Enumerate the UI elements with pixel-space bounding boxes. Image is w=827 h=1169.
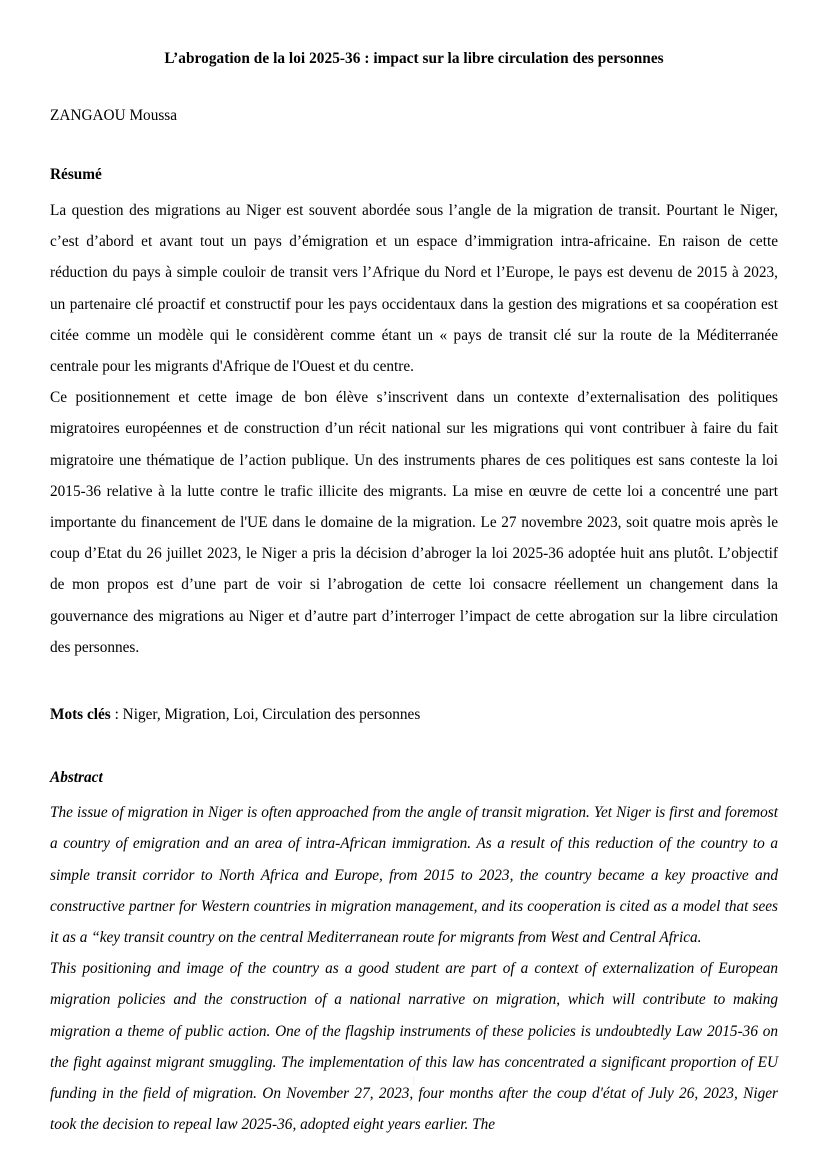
page-number: 1 [410,1073,417,1088]
resume-heading: Résumé [50,166,102,184]
keywords-line [50,663,778,730]
keywords-separator: : [110,706,123,724]
resume-paragraph-2: Ce positionnement et cette image de bon élève s’inscrivent dans un contexte d’externalisation des politiques migratoires européennes et de construction d’un récit national sur les migrations qui vont contribuer à faire du fait migratoire une thématique de l’action publique. Un des instruments phares de ces politiques est sans conteste la loi 2015-36 relative à la lutte contre le trafic illicite des migrants. La mise en œuvre de cette loi a concentré une part importante du financement de l'UE dans le domaine de la migration. Le 27 novembre 2023, soit quatre mois après le coup d’Etat du 26 juillet 2023, le Niger a pris la décision d’abroger la loi 2025-36 adoptée huit ans plutôt. L’objectif de mon propos est d’une part de voir si l’abrogation de cette loi consacre réellement un changement dans la gouvernance des migrations au Niger et d’autre part d’interroger l’impact de cette abrogation sur la libre circulation des personnes. [50,389,778,656]
abstract-heading: Abstract [50,769,103,787]
page-title: L’abrogation de la loi 2025-36 : impact sur la libre circulation des personnes [164,50,664,67]
abstract-paragraph-2: This positioning and image of the country as a good student are part of a context of externalization of European migration policies and the construction of a national narrative on migration, which will contribute to making migration a theme of public action. One of the flagship instruments of these policies is undoubtedly Law 2015-36 on the fight against migrant smuggling. The implementation of this law has concentrated a significant proportion of EU funding in the field of migration. On November 27, 2023, four months after the coup d'état of July 26, 2023, Niger took the decision to repeal law 2025-36, adopted eight years earlier. The [50,960,778,1134]
author-name: ZANGAOU Moussa [50,107,178,125]
abstract-paragraph-1: The issue of migration in Niger is often approached from the angle of transit migration. Yet Niger is first and foremost a country of emigration and an area of intra-African immigration. As a result of this reduction of the country to a simple transit corridor to North Africa and Europe, from 2015 to 2023, the country became a key proactive and constructive partner for Western countries in migration management, and its cooperation is cited as a model that sees it as a “key transit country on the central Mediterranean route for migrants from West and Central Africa. [50,804,778,947]
keywords-label: Mots clés [50,706,111,724]
resume-paragraph-1: La question des migrations au Niger est souvent abordée sous l’angle de la migration de transit. Pourtant le Niger, c’est d’abord et avant tout un pays d’émigration et un espace d’immigration intra-africaine. En raison de cette réduction du pays à simple couloir de transit vers l’Afrique du Nord et l’Europe, le pays est devenu de 2015 à 2023, un partenaire clé proactif et constructif pour les pays occidentaux dans la gestion des migrations et sa coopération est citée comme un modèle qui le considèrent comme étant un « pays de transit clé sur la route de la Méditerranée centrale pour les migrants d'Afrique de l'Ouest et du centre. [50,202,778,376]
keywords-values: Niger, Migration, Loi, Circulation des personnes [122,706,421,724]
page-content [50,0,778,1140]
